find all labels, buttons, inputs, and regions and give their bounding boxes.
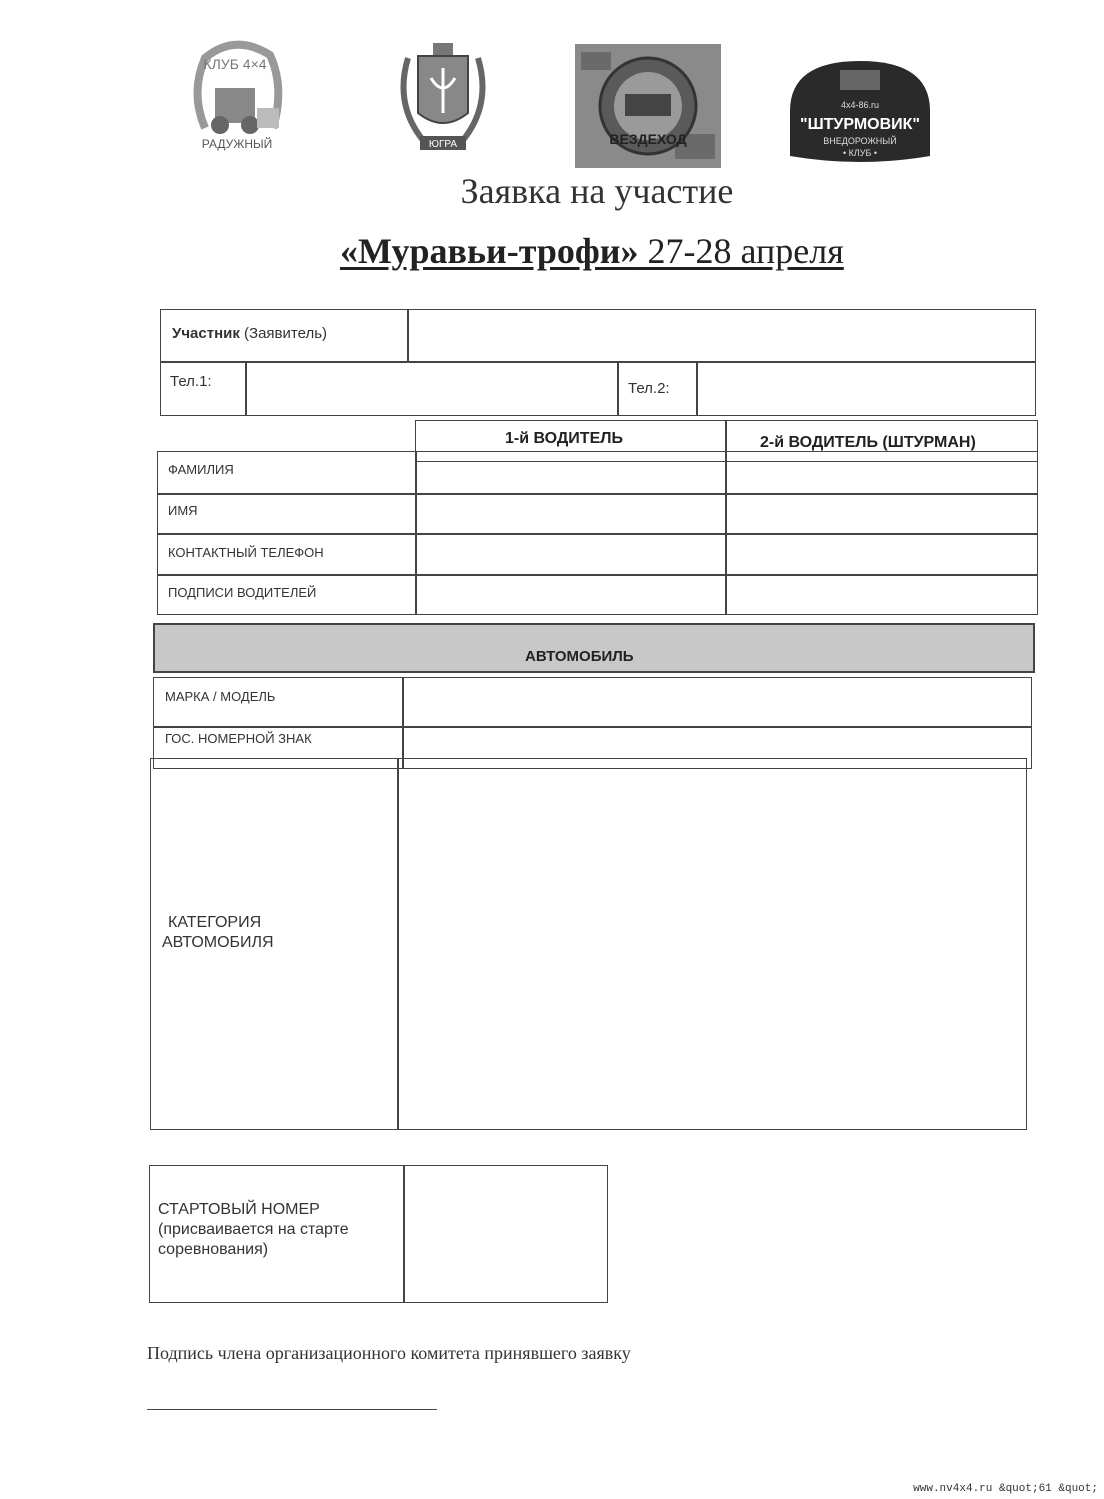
driver1-header: 1-й ВОДИТЕЛЬ bbox=[505, 430, 623, 447]
start-number-label bbox=[158, 1200, 349, 1260]
shturmovik-line1: ВНЕДОРОЖНЫЙ bbox=[823, 136, 897, 146]
category-label bbox=[162, 913, 274, 953]
start-number-line3: соревнования) bbox=[158, 1241, 269, 1258]
participant-name-field[interactable] bbox=[409, 311, 1034, 360]
driver2-signature-field[interactable] bbox=[727, 576, 1036, 614]
driver1-surname-field[interactable] bbox=[417, 453, 723, 492]
driver2-header: 2-й ВОДИТЕЛЬ (ШТУРМАН) bbox=[760, 434, 976, 451]
event-dates: 27-28 апреля bbox=[638, 231, 844, 271]
ugra-text: ЮГРА bbox=[428, 139, 458, 150]
category-line2: АВТОМОБИЛЯ bbox=[162, 934, 274, 951]
raduzhny-club-logo bbox=[185, 33, 290, 158]
plate-label: ГОС. НОМЕРНОЙ ЗНАК bbox=[165, 731, 312, 746]
row-first-name: ИМЯ bbox=[168, 503, 198, 518]
vezdekhod-logo bbox=[575, 44, 721, 168]
start-number-line1: СТАРТОВЫЙ НОМЕР bbox=[158, 1201, 320, 1218]
tel1-field[interactable] bbox=[247, 363, 615, 414]
car-header-label: АВТОМОБИЛЬ bbox=[525, 648, 634, 665]
event-name: «Муравьи-трофи» bbox=[340, 231, 639, 271]
tel2-field[interactable] bbox=[698, 363, 1034, 414]
driver2-surname-field[interactable] bbox=[727, 453, 1036, 492]
driver2-name-field[interactable] bbox=[727, 495, 1036, 532]
shturmovik-line2: • КЛУБ • bbox=[842, 148, 878, 158]
driver1-signature-field[interactable] bbox=[417, 576, 723, 614]
category-field[interactable] bbox=[399, 760, 1025, 1128]
signature-line[interactable] bbox=[147, 1409, 437, 1410]
row-signatures: ПОДПИСИ ВОДИТЕЛЕЙ bbox=[168, 585, 317, 600]
start-number-line2: (присваивается на старте bbox=[158, 1221, 349, 1238]
row-surname: ФАМИЛИЯ bbox=[168, 462, 234, 477]
ugra-coat-of-arms-logo bbox=[388, 38, 498, 158]
form-title: Заявка на участие bbox=[460, 171, 734, 211]
event-title bbox=[340, 230, 844, 272]
raduzhny-top-text: КЛУБ 4×4 bbox=[203, 56, 267, 72]
vezdekhod-text: ВЕЗДЕХОД bbox=[609, 131, 687, 147]
make-model-field[interactable] bbox=[404, 679, 1030, 725]
shturmovik-site: 4x4-86.ru bbox=[840, 100, 880, 110]
shturmovik-title: "ШТУРМОВИК" bbox=[799, 116, 921, 133]
committee-signature-label: Подпись члена организационного комитета принявшего заявку bbox=[147, 1343, 631, 1363]
start-number-field[interactable] bbox=[405, 1167, 606, 1301]
driver1-name-field[interactable] bbox=[417, 495, 723, 532]
site-watermark: www.nv4x4.ru &quot;61 &quot; bbox=[913, 1483, 1098, 1495]
participant-label-rest: (Заявитель) bbox=[239, 325, 328, 342]
category-line1: КАТЕГОРИЯ bbox=[168, 914, 262, 931]
driver2-phone-field[interactable] bbox=[727, 535, 1036, 573]
participant-label-bold: Участник bbox=[172, 325, 240, 342]
make-model-label: МАРКА / МОДЕЛЬ bbox=[165, 689, 276, 704]
participant-label bbox=[172, 325, 327, 342]
tel1-label: Тел.1: bbox=[170, 373, 212, 390]
driver1-phone-field[interactable] bbox=[417, 535, 723, 573]
row-contact-phone: КОНТАКТНЫЙ ТЕЛЕФОН bbox=[168, 545, 324, 560]
raduzhny-bottom-text: РАДУЖНЫЙ bbox=[201, 137, 273, 151]
tel2-label: Тел.2: bbox=[628, 380, 670, 397]
shturmovik-club-logo bbox=[785, 56, 935, 171]
